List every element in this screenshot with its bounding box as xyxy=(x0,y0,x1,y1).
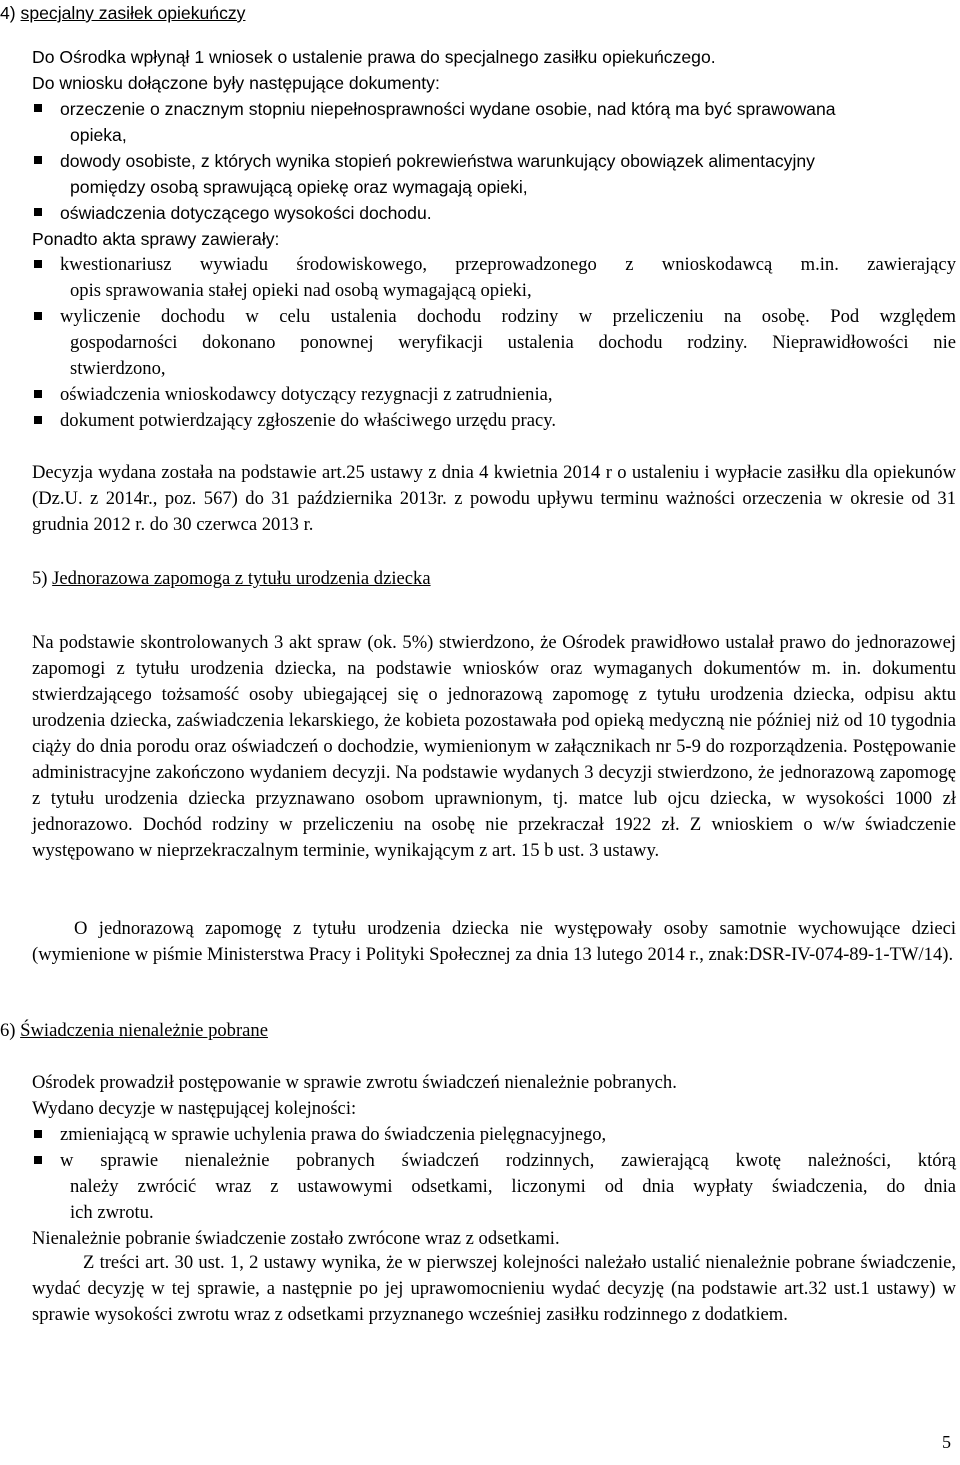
bullet-icon xyxy=(34,312,42,320)
section-5-paragraph: O jednorazową zapomogę z tytułu urodzenia dziecka nie występowały osoby samotnie wychowujące dzieci (wymienione w piśmie Ministerstwa Pracy i Polityki Społecznej za dnia 13 lutego 2014 r., znak:DSR-IV-074-89-1-TW/14). xyxy=(32,918,956,965)
bullet-icon xyxy=(34,260,42,268)
list-item xyxy=(32,1122,956,1148)
list-item-text: opieka, xyxy=(70,125,127,145)
section-4-decision: Decyzja wydana została na podstawie art.25 ustawy z dnia 4 kwietnia 2014 r o ustaleniu i wypłacie zasiłku dla opiekunów (Dz.U. z 2014r., poz. 567) do 31 października 2013r. z powodu upływu terminu ważności orzeczenia w okresie od 31 grudnia 2012 r. do 30 czerwca 2013 r. xyxy=(32,462,956,535)
list-item xyxy=(32,96,956,148)
list-item xyxy=(32,1148,956,1226)
section-6-paragraph: Wydano decyzje w następującej kolejności: xyxy=(32,1098,357,1119)
bullet-icon xyxy=(34,156,42,164)
section-4-number: 4) xyxy=(0,3,16,23)
section-4-attachments-label: Do wniosku dołączone były następujące dokumenty: xyxy=(32,73,440,93)
list-item-text: wyliczenie dochodu w celu ustalenia dochodu rodziny w przeliczeniu na osobę. Pod względem xyxy=(60,306,956,327)
page-number: 5 xyxy=(942,1432,951,1452)
list-item xyxy=(32,148,956,200)
bullet-icon xyxy=(34,1156,42,1164)
section-6-paragraph: Z treści art. 30 ust. 1, 2 ustawy wynika, że w pierwszej kolejności należało ustalić nienależnie pobrane świadczenie, wydać decyzję w tej sprawie, a następnie po jej uprawomocnieniu wydać decyzję (na podstawie art.32 ust.1 ustawy) w sprawie wysokości zwrotu wraz z odsetkami przyznanego wcześniej zasiłku rodzinnego z dodatkiem. xyxy=(32,1252,956,1325)
section-5-title: Jednorazowa zapomoga z tytułu urodzenia dziecka xyxy=(52,568,431,589)
list-item-text: kwestionariusz wywiadu środowiskowego, przeprowadzonego z wnioskodawcą m.in. zawierający xyxy=(60,254,956,275)
section-5-paragraph: Na podstawie skontrolowanych 3 akt spraw (ok. 5%) stwierdzono, że Ośrodek prawidłowo ustalał prawo do jednorazowej zapomogi z tytułu urodzenia dziecka, na podstawie wniosków oraz wymaganych dokumentów m. in. dokumentu stwierdzającego tożsamość osoby ubiegającej się o jednorazową zapomogę z tytułu urodzenia dziecka, odpisu aktu urodzenia dziecka, zaświadczenia lekarskiego, że kobieta pozostawała pod opieką medyczną nie później niż od 10 tygodnia ciąży do dnia porodu oraz oświadczeń o dochodzie, wymienionym w załącznikach nr 5-9 do rozporządzenia. Postępowanie administracyjne zakończono wydaniem decyzji. Na podstawie wydanych 3 decyzji stwierdzono, że jednorazową zapomogę z tytułu urodzenia dziecka przyznawano osobom uprawnionym, tj. matce lub ojcu dziecka, w wysokości 1000 zł jednorazowo. Dochód rodziny w przeliczeniu na osobę nie przekraczał 1922 zł. Z wnioskiem o w/w świadczenie występowano w nieprzekraczalnym terminie, wynikającym z art. 15 b ust. 3 ustawy. xyxy=(32,632,956,861)
list-item xyxy=(32,382,956,408)
section-6-number: 6) xyxy=(0,1020,16,1041)
bullet-icon xyxy=(34,416,42,424)
list-item-text: gospodarności dokonano ponownej weryfikacji ustalenia dochodu rodziny. Nieprawidłowości nie xyxy=(70,332,956,353)
section-4-intro: Do Ośrodka wpłynął 1 wniosek o ustalenie prawa do specjalnego zasiłku opiekuńczego. xyxy=(32,47,716,67)
list-item-text: należy zwrócić wraz z ustawowymi odsetkami, liczonymi od dnia wypłaty świadczenia, do dnia xyxy=(70,1176,956,1197)
list-item-text: w sprawie nienależnie pobranych świadczeń rodzinnych, zawierającą kwotę należności, którą xyxy=(60,1150,956,1171)
list-item xyxy=(32,252,956,304)
section-6-heading xyxy=(0,1018,268,1044)
list-item-text: zmieniającą w sprawie uchylenia prawa do świadczenia pielęgnacyjnego, xyxy=(60,1124,607,1145)
bullet-icon xyxy=(34,1130,42,1138)
section-5-number: 5) xyxy=(32,568,48,589)
list-item-text: stwierdzono, xyxy=(70,358,166,379)
list-item-text: dokument potwierdzający zgłoszenie do właściwego urzędu pracy. xyxy=(60,410,556,431)
list-item xyxy=(32,408,956,434)
list-item-text: dowody osobiste, z których wynika stopień pokrewieństwa warunkujący obowiązek alimentacyjny xyxy=(60,151,815,171)
list-item-text: ich zwrotu. xyxy=(70,1202,154,1223)
list-item xyxy=(32,304,956,382)
list-item-text: oświadczenia dotyczącego wysokości dochodu. xyxy=(60,203,432,223)
section-4-title: specjalny zasiłek opiekuńczy xyxy=(20,3,246,23)
section-4-heading xyxy=(0,0,245,26)
list-item-text: orzeczenie o znacznym stopniu niepełnosprawności wydane osobie, nad którą ma być sprawowana xyxy=(60,99,836,119)
section-4-files-label: Ponadto akta sprawy zawierały: xyxy=(32,229,280,249)
section-6-paragraph: Nienależnie pobranie świadczenie zostało zwrócone wraz z odsetkami. xyxy=(32,1228,560,1249)
list-item xyxy=(32,200,956,226)
list-item-text: pomiędzy osobą sprawującą opiekę oraz wymagają opieki, xyxy=(70,177,528,197)
list-item-text: oświadczenia wnioskodawcy dotyczący rezygnacji z zatrudnienia, xyxy=(60,384,553,405)
section-5-heading xyxy=(32,566,431,592)
bullet-icon xyxy=(34,104,42,112)
bullet-icon xyxy=(34,208,42,216)
bullet-icon xyxy=(34,390,42,398)
section-6-title: Świadczenia nienależnie pobrane xyxy=(20,1020,268,1041)
list-item-text: opis sprawowania stałej opieki nad osobą wymagającą opieki, xyxy=(70,280,532,301)
section-6-paragraph: Ośrodek prowadził postępowanie w sprawie zwrotu świadczeń nienależnie pobranych. xyxy=(32,1072,677,1093)
